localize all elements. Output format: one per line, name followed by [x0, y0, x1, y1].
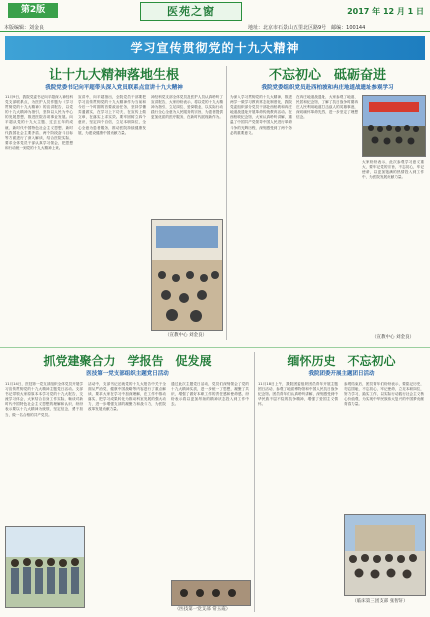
article-1-column-2: 宣讲中，向平超指出，全院党员干部要把学习宣传贯彻党的十九大精神作为当前和今后一个时期的首要政治任务，坚持学懂弄通做实，在学习上下功夫，在宣传上做文章，在落实上求实效。要牢固树立四个意识，坚定四个自信，立足本职岗位，全心全意为患者服务，推动医院持续健康发展，为建设健康中国贡献力量。	[78, 95, 146, 135]
article-4-title: 缅怀历史 不忘初心	[287, 354, 396, 368]
banner-title: 学习宣传贯彻党的十九大精神	[130, 41, 300, 55]
article-2	[230, 64, 425, 344]
theme-banner	[5, 36, 425, 60]
article-1-photo-caption: （宣教中心 刘金良）	[165, 333, 207, 338]
article-3-column-3: 通过此次主题党日活动，党员们深刻领会了党的十九大精神实质，进一步统一了思想，凝聚了共识，增强了做好本职工作的责任感和使命感，纷纷表示将以更加昂扬的精神状态投入到工作中去。	[171, 382, 249, 407]
address-line: 地址：北京市石景山五里北区路9号 邮编：100144	[248, 25, 366, 31]
article-3-photo-caption: （医技第一党支部 常玉霞）	[174, 607, 231, 612]
article-3-photo-2	[171, 580, 251, 606]
column-divider	[226, 66, 227, 340]
meeting-photo	[152, 220, 222, 330]
article-1-column-1: 11月9日，我院党委书记向平超深入神经科党支部联系点，为医护人员作题为《学习贯彻党的十九大精神》的宣讲报告，以党的十九大精神为指引，坚持以人民为中心的发展思想，推进医院各项事业发展。向平超从党的十九大主题、过去五年的成就、新时代中国特色社会主义思想、新时代我国社会主要矛盾、两个阶段奋斗目标等方面进行了深入解读，结合医院实际，要求全体党员干部认真学习领会，把思想和行动统一到党的十九大精神上来。	[5, 95, 73, 150]
article-4-photo	[344, 514, 426, 596]
header-rule	[0, 31, 430, 32]
article-3-title: 抓党建聚合力 学报告 促发展	[43, 354, 212, 368]
article-4-subtitle: 我院团委开展主题团日活动	[308, 371, 375, 377]
article-4	[258, 352, 425, 614]
article-1-column-3: 神经科党支部全体党员及医护人员认真聆听了宣讲报告，大家纷纷表示，将以党的十九大精神为指引，立足岗位、爱岗敬业，以实际行动践行全心全意为人民服务的宗旨，为患者提供更加优质的医疗服务，在新时代展现新作为。	[151, 95, 223, 120]
meeting-photo-small	[172, 581, 250, 605]
article-3-column-2: 活动中，支部书记还就党的十九大报告中关于全面从严治党、健康中国战略等内容进行了重点解读，要求大家在学习中加深理解，在工作中推动落实，把学习成果转化为推动科室发展的强大动力，进一步增强支部的凝聚力和战斗力，为医院改革发展贡献力量。	[88, 382, 166, 412]
article-2-subtitle: 我院党委组织党员赴西柏坡和冉庄地道战遗址参观学习	[261, 85, 394, 91]
article-4-column-1: 11月18日上午，我院团委组织团员青年开展主题团日活动，参观了地质博物馆和中国人民抗日战争纪念馆。团员青年们认真聆听讲解，深刻感受到中华民族不屈不挠的抗争精神，增强了爱国主义情怀。	[258, 382, 338, 407]
group-photo	[363, 96, 425, 156]
section-rule	[0, 347, 430, 348]
issue-date: 2017 年 12 月 1 日	[347, 7, 424, 16]
article-2-column-2: 在冉庄地道战遗址，大家参观了地道、民居和纪念馆，了解了抗日战争时期冉庄人民利用地道打击敌人的英雄事迹，深切缅怀革命先烈，进一步坚定了理想信念。	[296, 95, 358, 120]
editor-credit: 本版编辑：刘金良	[4, 25, 45, 31]
page-number-badge: 第2版	[8, 3, 58, 18]
article-2-column-1: 为深入学习贯彻党的十九大精神，推进两学一做学习教育常态化制度化，我院党委组织部分党员干部赴西柏坡和冉庄地道战遗址开展革命传统教育活动。在西柏坡纪念馆，大家认真聆听讲解，重温了中国共产党领导中国人民进行革命斗争的光辉历程，深刻感受到了两个务必的重要意义。	[230, 95, 292, 135]
article-2-photo-caption: （宣教中心 刘金良）	[372, 335, 414, 340]
article-1	[5, 64, 223, 344]
masthead-title: 医苑之窗	[140, 2, 242, 21]
article-2-photo	[362, 95, 426, 157]
team-photo	[6, 527, 84, 607]
article-4-column-2: 参观结束后，团员青年们纷纷表示，要铭记历史，勿忘国耻，不忘初心，牢记使命，立足本职岗位，努力学习，踏实工作，以实际行动践行社会主义核心价值观，为实现中华民族伟大复兴的中国梦贡献青春力量。	[344, 382, 424, 407]
column-divider-bottom	[254, 352, 255, 612]
article-3-photo-1	[5, 526, 85, 608]
article-2-title: 不忘初心 砥砺奋进	[268, 68, 386, 83]
article-3	[5, 352, 250, 614]
article-3-subtitle: 医技第一党支部组织主题党日活动	[86, 371, 169, 377]
article-2-column-3: 大家纷纷表示，此次参观学习意义重大，要牢记党的宗旨，不忘初心，牢记使命，以更加饱满的热情投入到工作中，为医院发展贡献力量。	[362, 160, 424, 180]
museum-photo	[345, 515, 425, 595]
page-header	[0, 0, 430, 20]
article-1-title: 让十九大精神落地生根	[48, 68, 179, 83]
article-3-column-1: 11月14日，医技第一党支部组织全体党员开展学习宣传贯彻党的十九大精神主题党日活动。支部书记带领大家原原本本学习党的十九大报告，交流学习体会，大家结合自身工作实际，畅谈对新时代中国特色社会主义思想的理解和认识，纷纷表示要以十九大精神为统领，坚定信念，勇于担当，做一名合格的共产党员。	[5, 382, 83, 417]
article-4-photo-caption: （临床第三团支部 张智轩）	[352, 599, 408, 604]
article-1-subtitle: 我院党委书记向平超带头深入党员联系点宣讲十九大精神	[45, 85, 183, 91]
article-1-photo	[151, 219, 223, 331]
